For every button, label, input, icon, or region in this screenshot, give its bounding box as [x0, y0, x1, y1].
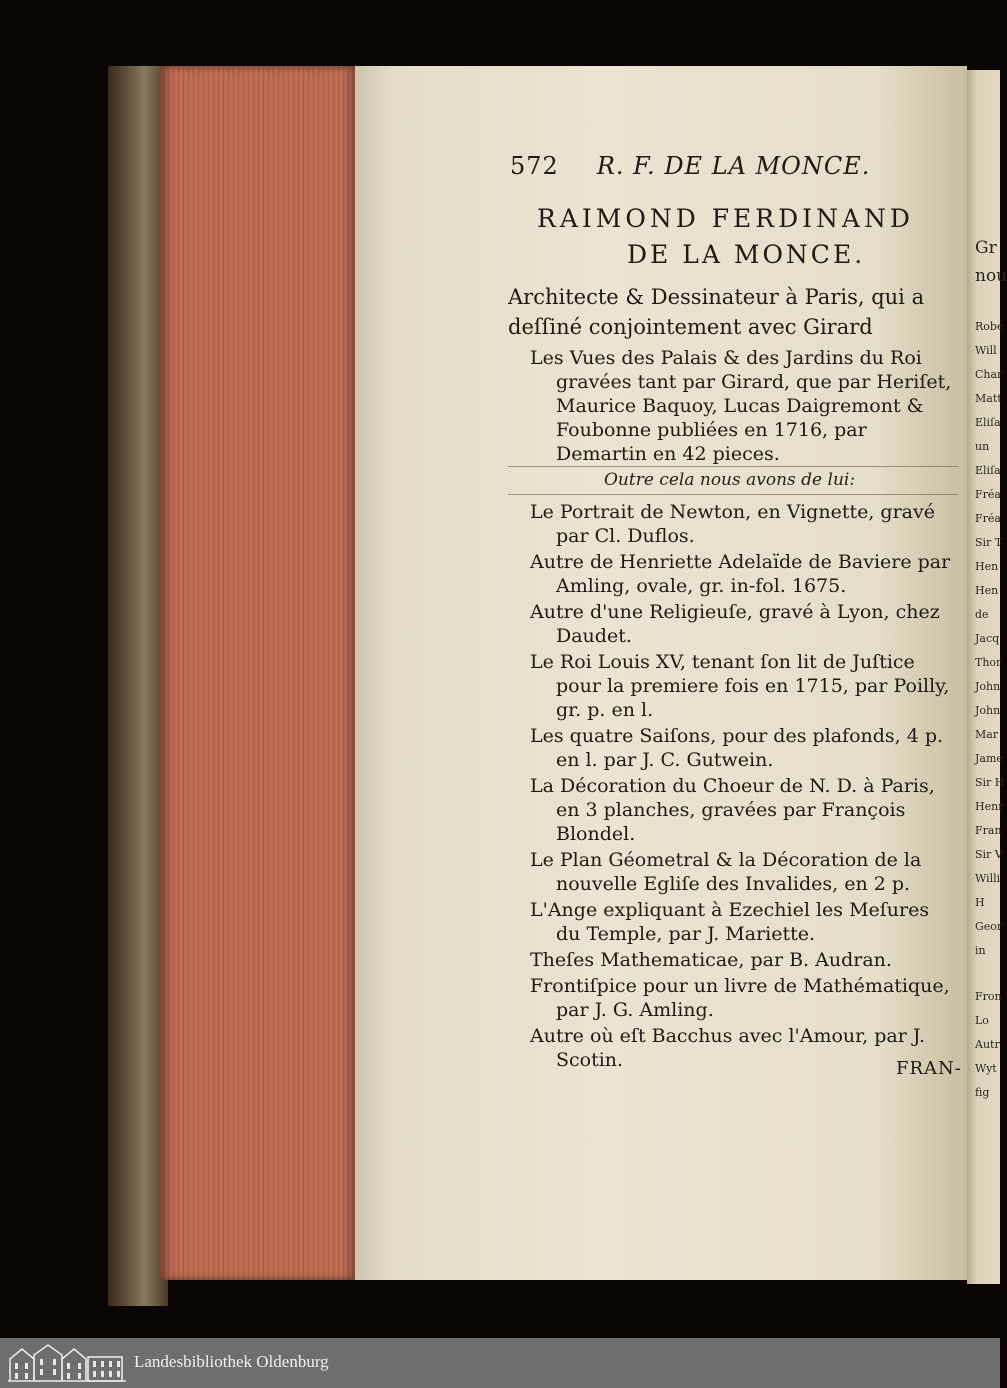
adjacent-page-text: Sir T: [975, 536, 1003, 549]
adjacent-page-text: Fron: [975, 990, 1002, 1003]
adjacent-page-text: Henr: [975, 800, 1004, 813]
catalog-entry: Le Roi Louis XV, tenant ſon lit de Juſtice pour la premiere fois en 1715, par Poilly, gr. p. en l.: [530, 651, 950, 721]
catalog-entry: Theſes Mathematicae, par B. Audran.: [530, 949, 892, 971]
adjacent-page-text: Char: [975, 368, 1003, 381]
running-head: [510, 152, 870, 180]
adjacent-page-text: un: [975, 440, 990, 453]
catalog-entry: Autre d'une Religieuſe, gravé à Lyon, chez Daudet.: [530, 601, 940, 647]
library-name: Landesbibliothek Oldenburg: [134, 1352, 329, 1371]
entries-top-list: [530, 346, 955, 468]
catalog-entry: Le Plan Géometral & la Décoration de la nouvelle Egliſe des Invalides, en 2 p.: [530, 849, 922, 895]
adjacent-page-text: Wyt: [975, 1062, 997, 1075]
adjacent-page-fragment: [967, 70, 1007, 1284]
adjacent-page-text: Jacq: [975, 632, 1000, 645]
adjacent-page-text: H: [975, 896, 985, 909]
adjacent-page-text: de: [975, 608, 989, 621]
catalog-entry: Le Portrait de Newton, en Vignette, gravé par Cl. Duflos.: [530, 501, 935, 547]
entry-title-line1: RAIMOND FERDINAND: [537, 204, 914, 233]
adjacent-page-text: Lo: [975, 1014, 989, 1027]
adjacent-page-text: Hen: [975, 584, 999, 597]
entries-list: [530, 500, 955, 1074]
adjacent-page-text: Fran: [975, 824, 1002, 837]
adjacent-page-text: Eliſa: [975, 464, 1001, 477]
adjacent-page-text: Sir H: [975, 776, 1005, 789]
adjacent-page-text: John: [975, 704, 1001, 717]
entry-title-line2: DE LA MONCE.: [627, 240, 866, 269]
adjacent-page-text: Matt: [975, 392, 1002, 405]
book-binding: [108, 66, 168, 1306]
adjacent-page-text: Mar: [975, 728, 999, 741]
adjacent-page-text: John: [975, 680, 1001, 693]
adjacent-page-text: Geor: [975, 920, 1003, 933]
catalog-entry: Autre de Henriette Adelaïde de Baviere par Amling, ovale, gr. in-fol. 1675.: [530, 551, 951, 597]
section-rule-bottom: [508, 494, 958, 495]
catalog-entry: L'Ange expliquant à Ezechiel les Meſures du Temple, par J. Mariette.: [530, 899, 930, 945]
catalog-entry: Les quatre Saiſons, pour des plafonds, 4 p. en l. par J. C. Gutwein.: [530, 725, 944, 771]
adjacent-page-text: nou: [975, 266, 1007, 286]
catchword: FRAN-: [896, 1058, 962, 1079]
adjacent-page-text: Thor: [975, 656, 1002, 669]
section-rule-top: [508, 466, 958, 467]
adjacent-page-text: Will: [975, 344, 997, 357]
adjacent-page-text: Fréa: [975, 512, 1001, 525]
library-building-icon: [8, 1343, 126, 1383]
running-head-text: R. F. DE LA MONCE.: [596, 152, 871, 180]
footer-bar: [0, 1338, 1000, 1388]
adjacent-page-text: Robe: [975, 320, 1004, 333]
intro-paragraph: Architecte & Dessinateur à Paris, qui a deſſiné conjointement avec Girard: [508, 285, 925, 339]
adjacent-page-text: Sir V: [975, 848, 1003, 861]
page-number: 572: [510, 152, 559, 180]
adjacent-page-text: Hen: [975, 560, 999, 573]
catalog-entry: Les Vues des Palais & des Jardins du Roi gravées tant par Girard, que par Heriſet, Maurice Baquoy, Lucas Daigremont & Foubonne publiées en 1716, par Demartin en 42 pieces.: [530, 347, 952, 465]
adjacent-page-text: Eliſa: [975, 416, 1001, 429]
adjacent-page-text: Autr: [975, 1038, 1000, 1051]
catalog-entry: La Décoration du Choeur de N. D. à Paris, en 3 planches, gravées par François Blondel.: [530, 775, 935, 845]
subheading: Outre cela nous avons de lui:: [604, 470, 856, 490]
adjacent-page-text: Fréa: [975, 488, 1001, 501]
adjacent-page-text: Jame: [975, 752, 1003, 765]
catalog-entry: Frontiſpice pour un livre de Mathématique, par J. G. Amling.: [530, 975, 950, 1021]
adjacent-page-text: Gr: [975, 238, 997, 258]
adjacent-page-text: Willi: [975, 872, 1001, 885]
adjacent-page-text: in: [975, 944, 986, 957]
adjacent-page-text: fig: [975, 1086, 990, 1099]
catalog-entry: Autre où eſt Bacchus avec l'Amour, par J. Scotin.: [530, 1025, 926, 1071]
red-page-edges: [160, 66, 355, 1280]
